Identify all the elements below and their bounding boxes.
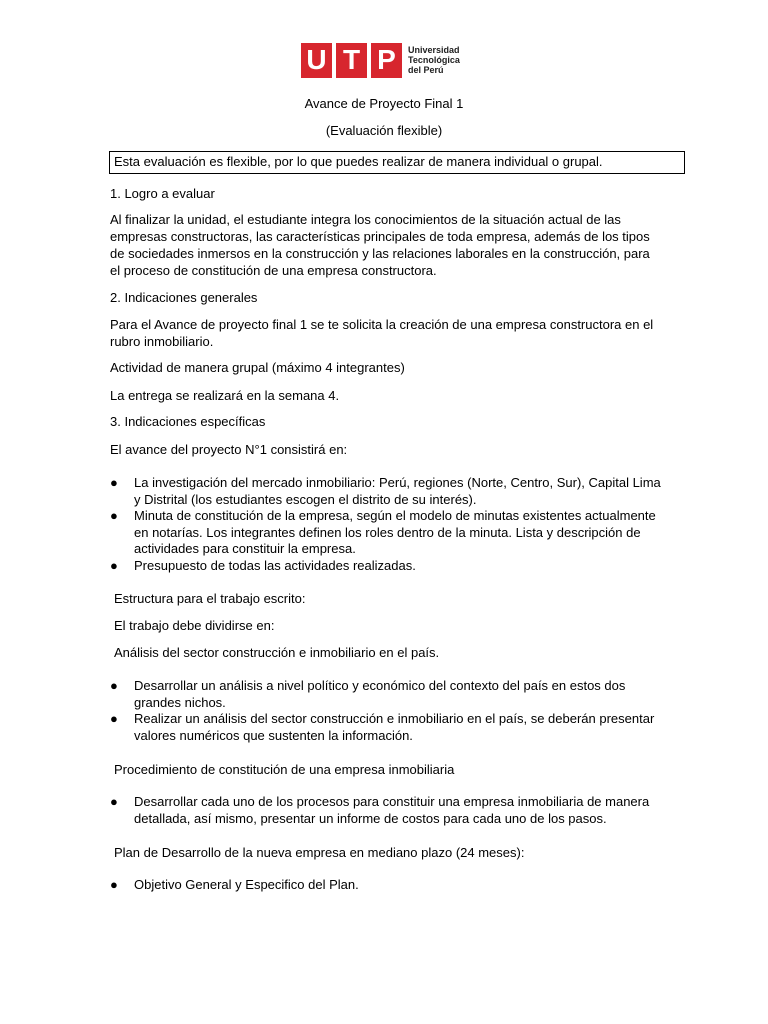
list-item: ● Objetivo General y Especifico del Plan. <box>110 877 359 892</box>
logo-letter-t: T <box>336 43 367 78</box>
bullet-icon: ● <box>110 711 118 726</box>
bullet-icon: ● <box>110 508 118 523</box>
analysis-list <box>110 678 670 744</box>
list-item: ● Desarrollar un análisis a nivel político y económico del contexto del país en estos dos grandes nichos. <box>110 678 626 710</box>
deliverables-list <box>110 475 670 574</box>
plan-heading: Plan de Desarrollo de la nueva empresa en mediano plazo (24 meses): <box>114 845 525 860</box>
list-item: ● Desarrollar cada uno de los procesos para constituir una empresa inmobiliaria de manera detallada, así mismo, presentar un informe de costos para cada uno de los pasos. <box>110 794 650 826</box>
procedure-heading: Procedimiento de constitución de una empresa inmobiliaria <box>114 762 455 777</box>
structure-divide: El trabajo debe dividirse en: <box>114 618 275 633</box>
bullet-icon: ● <box>110 794 118 809</box>
bullet-icon: ● <box>110 475 118 490</box>
section-2-delivery: La entrega se realizará en la semana 4. <box>110 388 340 403</box>
flexible-notice-box: Esta evaluación es flexible, por lo que puedes realizar de manera individual o grupal. <box>109 151 685 174</box>
logo-university-name: Universidad Tecnológica del Perú <box>408 45 460 75</box>
document-title: Avance de Proyecto Final 1 <box>304 96 464 111</box>
procedure-list <box>110 794 670 827</box>
list-item: ● Realizar un análisis del sector construcción e inmobiliario en el país, se deberán presentar valores numéricos que sustenten la información. <box>110 711 655 743</box>
structure-analysis: Análisis del sector construcción e inmobiliario en el país. <box>114 645 440 660</box>
document-subtitle: (Evaluación flexible) <box>325 123 443 138</box>
section-3-heading: 3. Indicaciones específicas <box>110 414 266 429</box>
list-item: ● Presupuesto de todas las actividades realizadas. <box>110 557 416 573</box>
bullet-icon: ● <box>110 557 118 573</box>
section-3-intro: El avance del proyecto N°1 consistirá en: <box>110 442 348 457</box>
section-1-heading: 1. Logro a evaluar <box>110 186 215 201</box>
section-2-heading: 2. Indicaciones generales <box>110 290 258 305</box>
bullet-icon: ● <box>110 877 118 892</box>
list-item: ● La investigación del mercado inmobiliario: Perú, regiones (Norte, Centro, Sur), Capital Lima y Distrital (los estudiantes escogen el distrito de su interés). <box>110 475 661 507</box>
structure-heading: Estructura para el trabajo escrito: <box>114 591 306 606</box>
section-1-text: Al finalizar la unidad, el estudiante integra los conocimientos de la situación actual de las empresas constructoras, las características principales de toda empresa, además de los tipos de sociedades inmersos en la construcción y las relaciones laborales en la construcción, para el proceso de constitución de una empresa constructora. <box>110 212 650 278</box>
list-item: ● Minuta de constitución de la empresa, según el modelo de minutas existentes actualmente en notarías. Los integrantes definen los roles dentro de la minuta. Lista y descripción de actividades para constituir la empresa. <box>110 508 656 556</box>
plan-list <box>110 877 670 894</box>
utp-logo <box>301 42 460 78</box>
logo-letter-u: U <box>301 43 332 78</box>
section-2-text: Para el Avance de proyecto final 1 se te solicita la creación de una empresa constructora en el rubro inmobiliario. <box>110 317 654 349</box>
section-2-activity: Actividad de manera grupal (máximo 4 integrantes) <box>110 360 405 375</box>
bullet-icon: ● <box>110 678 118 693</box>
logo-letter-p: P <box>371 43 402 78</box>
